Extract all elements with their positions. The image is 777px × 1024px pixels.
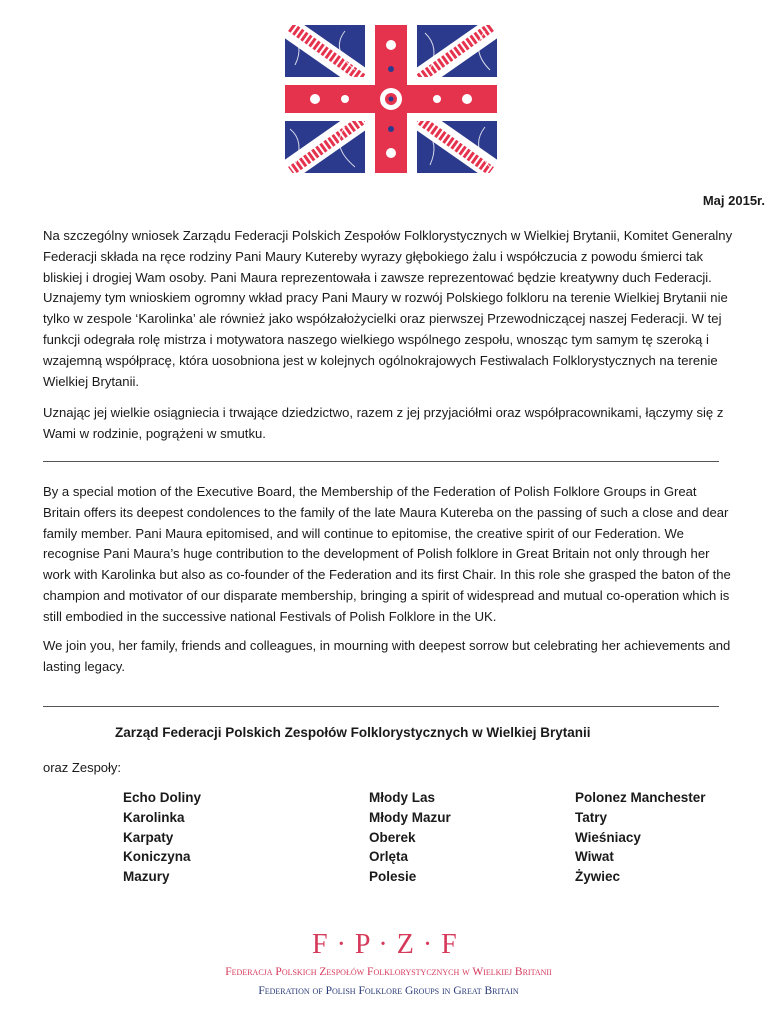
group-name: Echo Doliny: [123, 790, 202, 805]
signature-divider: [43, 706, 719, 707]
group-name: Młody Mazur: [369, 809, 451, 825]
federation-name-english: Federation of Polish Folklore Groups in Great Britain: [258, 985, 519, 997]
polish-condolence-paragraph: Na szczególny wniosek Zarządu Federacji Polskich Zespołów Folklorystycznych w Wielkiej Brytanii, Komitet Generalny Federacji składa na ręce rodziny Pani Maury Kutereby wyrazy głębokiego żalu i współczucia z powodu śmierci tak bliskiej i drogiej Wam osoby. Pani Maura reprezentowała i zawsze reprezentować będzie kreatywny duch Federacji. Uznajemy tym wnioskiem ogromny wkład pracy Pani Maury w rozwój Polskiego folkloru na terenie Wielkiej Brytanii nie tylko w zespole ‘Karolinka’ ale również jako współzałożycielki oraz pierwszej Przewodniczącej naszej Federacji. W tej funkcji odegrała rolę mistrza i motywatora naszego wielkiego wspólnego zespołu, wnosząc tym samym tę szeroką i wzajemną współpracę, która uosobniona jest w kolejnych ogólnokrajowych Festiwalach Folklorystycznych na terenie Wielkiej Brytanii.: [43, 228, 733, 389]
english-condolence-paragraph: By a special motion of the Executive Board, the Membership of the Federation of Polish Folklore Groups in Great Britain offers its deepest condolences to the family of the late Maura Kutereba on the passing of such a close and dear family member. Pani Maura epitomised, and will continue to epitomise, the creative spirit of our Federation. We recognise Pani Maura’s huge contribution to the development of Polish folklore in Great Britain not only through her work with Karolinka but also as co-founder of the Federation and its first Chair. In this role she grasped the baton of the champion and motivator of our disparate membership, bringing a spirit of widespread and mutual co-operation which is still embodied in the successive national Festivals of Polish Folklore in the UK.: [43, 484, 731, 624]
federation-name-polish: Federacja Polskich Zespołów Folklorystycznych w Wielkiej Britanii: [225, 966, 552, 978]
group-name: Wiwat: [575, 849, 614, 865]
groups-column-2: [369, 788, 451, 887]
groups-column-1: [123, 788, 201, 887]
group-name: Koniczyna: [123, 849, 191, 865]
groups-column-3: [575, 788, 706, 887]
groups-label: oraz Zespoły:: [43, 760, 122, 775]
papercut-union-flag-image: [285, 25, 497, 173]
group-name: Młody Las: [369, 790, 436, 805]
english-closing-paragraph: We join you, her family, friends and colleagues, in mourning with deepest sorrow but celebrating her achievements and lasting legacy.: [43, 638, 731, 674]
fpzf-logo: F · P · Z · F: [312, 929, 458, 960]
section-divider: [43, 461, 719, 462]
polish-closing-paragraph: Uznając jej wielkie osiągniecia i trwające dziedzictwo, razem z jej przyjaciółmi oraz współpracownikami, łączymy się z Wami w rodzinie, pogrążeni w smutku.: [43, 405, 724, 441]
group-name: Polonez Manchester: [575, 790, 706, 805]
group-name: Mazury: [123, 869, 170, 885]
group-name: Tatry: [575, 809, 608, 825]
board-signature: Zarząd Federacji Polskich Zespołów Folklorystycznych w Wielkiej Brytanii: [115, 725, 591, 740]
group-name: Karolinka: [123, 809, 185, 825]
group-name: Karpaty: [123, 829, 174, 845]
group-name: Wieśniacy: [575, 829, 641, 845]
group-name: Żywiec: [575, 869, 621, 885]
group-name: Polesie: [369, 869, 417, 885]
group-name: Orlęta: [369, 849, 409, 865]
letter-date: Maj 2015r.: [702, 193, 765, 208]
group-name: Oberek: [369, 829, 416, 845]
